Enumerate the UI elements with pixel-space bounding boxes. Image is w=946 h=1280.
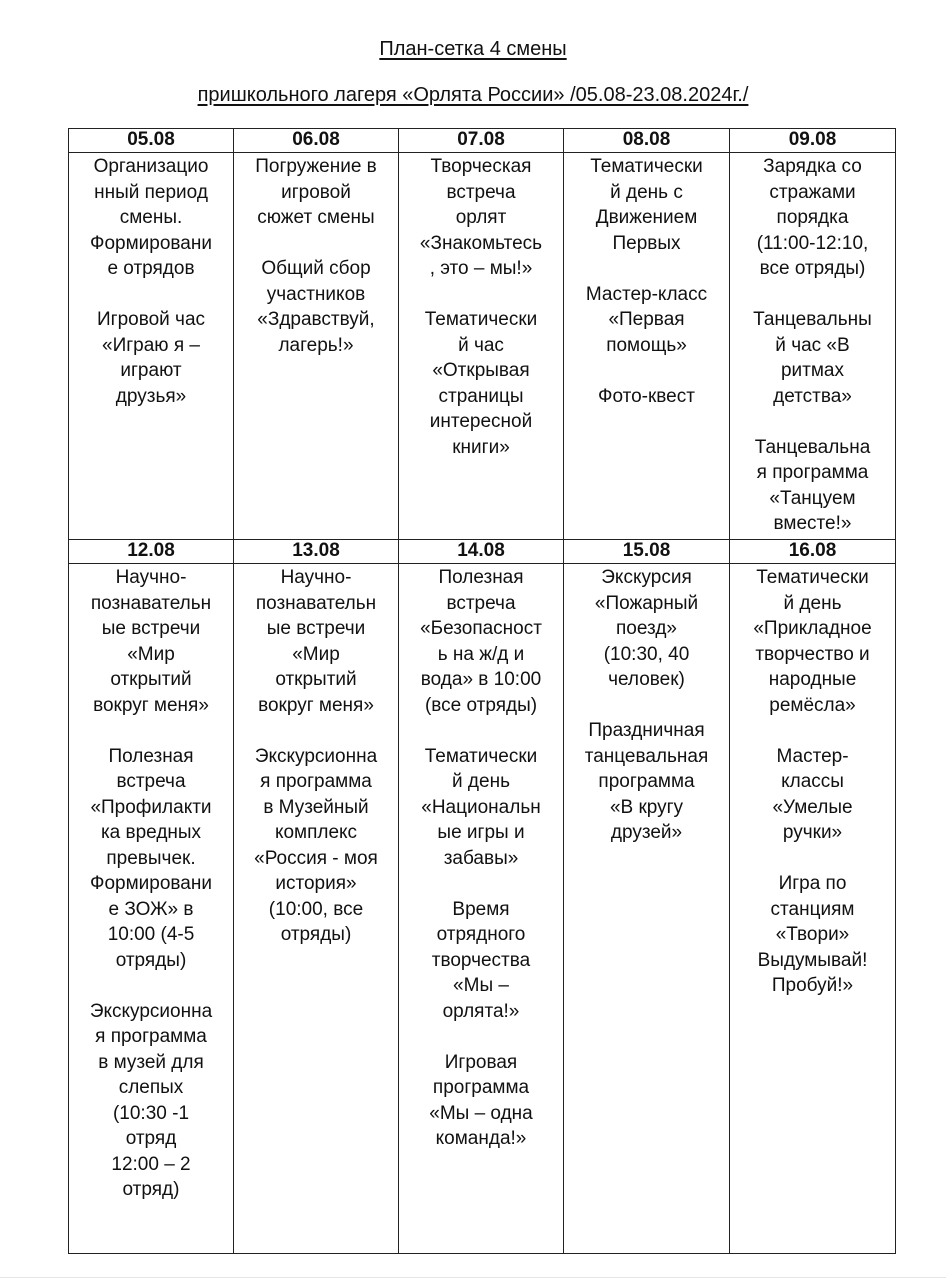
activities-cell <box>399 564 564 1254</box>
activities-cell <box>730 153 896 540</box>
document-subtitle: пришкольного лагеря «Орлята России» /05.08-23.08.2024г./ <box>197 84 749 106</box>
activities-cell <box>234 153 399 540</box>
document-title: План-сетка 4 смены <box>379 38 567 60</box>
activity-entry: Игра по станциям «Твори» Выдумывай! Пробуй!» <box>757 873 868 996</box>
page-bottom-edge <box>0 1277 946 1278</box>
week-1-dates-row <box>69 129 896 153</box>
date-cell: 08.08 <box>564 129 730 153</box>
activities-cell <box>234 564 399 1254</box>
date-cell: 15.08 <box>564 540 730 564</box>
activity-entry: Тематически й день «Национальн ые игры и забавы» <box>421 745 541 869</box>
activity-entry: Погружение в игровой сюжет смены <box>255 156 377 228</box>
activities-cell <box>564 153 730 540</box>
activity-entry: Игровая программа «Мы – одна команда!» <box>429 1051 533 1149</box>
activity-entry: Тематически й день с Движением Первых <box>590 156 703 254</box>
activities-cell <box>730 564 896 1254</box>
date-cell: 14.08 <box>399 540 564 564</box>
activities-cell <box>69 564 234 1254</box>
week-1-activities-row <box>69 153 896 540</box>
activity-entry: Тематически й час «Открывая страницы интересной книги» <box>424 309 538 458</box>
activity-entry: Танцевальна я программа «Танцуем вместе!» <box>754 436 871 534</box>
date-cell: 06.08 <box>234 129 399 153</box>
date-cell: 07.08 <box>399 129 564 153</box>
activity-entry: Праздничная танцевальная программа «В кругу друзей» <box>584 720 709 843</box>
date-cell: 09.08 <box>730 129 896 153</box>
activity-entry: Экскурсионна я программа в музей для слепых (10:30 -1 отряд 12:00 – 2 отряд) <box>89 1000 213 1200</box>
activity-entry: Научно- познавательн ые встречи «Мир открытий вокруг меня» <box>90 567 212 716</box>
activity-entry: Экскурсионна я программа в Музейный комплекс «Россия - моя история» (10:00, все отряды) <box>254 745 378 945</box>
activity-entry: Время отрядного творчества «Мы – орлята!» <box>431 898 531 1022</box>
week-2-dates-row <box>69 540 896 564</box>
activity-entry: Общий сбор участников «Здравствуй, лагерь!» <box>257 258 375 356</box>
activity-entry: Организацио нный период смены. Формировани е отрядов <box>90 156 212 279</box>
date-cell: 13.08 <box>234 540 399 564</box>
date-cell: 05.08 <box>69 129 234 153</box>
week-2-activities-row <box>69 564 896 1254</box>
activity-entry: Мастер-класс «Первая помощь» <box>585 283 708 356</box>
activity-entry: Полезная встреча «Профилакти ка вредных превычек. Формировани е ЗОЖ» в 10:00 (4-5 отряды) <box>90 745 212 971</box>
activity-entry: Научно- познавательн ые встречи «Мир открытий вокруг меня» <box>255 567 377 716</box>
date-cell: 16.08 <box>730 540 896 564</box>
date-cell: 12.08 <box>69 540 234 564</box>
activities-cell <box>69 153 234 540</box>
activities-cell <box>564 564 730 1254</box>
activities-cell <box>399 153 564 540</box>
activity-entry: Игровой час «Играю я – играют друзья» <box>96 309 206 407</box>
activity-entry: Полезная встреча «Безопасност ь на ж/д и вода» в 10:00 (все отряды) <box>420 567 542 716</box>
activity-entry: Экскурсия «Пожарный поезд» (10:30, 40 человек) <box>594 567 699 690</box>
activity-entry: Зарядка со стражами порядка (11:00-12:10, все отряды) <box>756 156 869 279</box>
activity-entry: Творческая встреча орлят «Знакомьтесь , это – мы!» <box>419 156 543 279</box>
activity-entry: Танцевальны й час «В ритмах детства» <box>753 309 872 407</box>
activity-entry: Мастер- классы «Умелые ручки» <box>772 745 853 843</box>
activity-entry: Тематически й день «Прикладное творчество и народные ремёсла» <box>753 567 872 716</box>
schedule-grid <box>68 128 896 1254</box>
activity-entry: Фото-квест <box>598 385 695 407</box>
